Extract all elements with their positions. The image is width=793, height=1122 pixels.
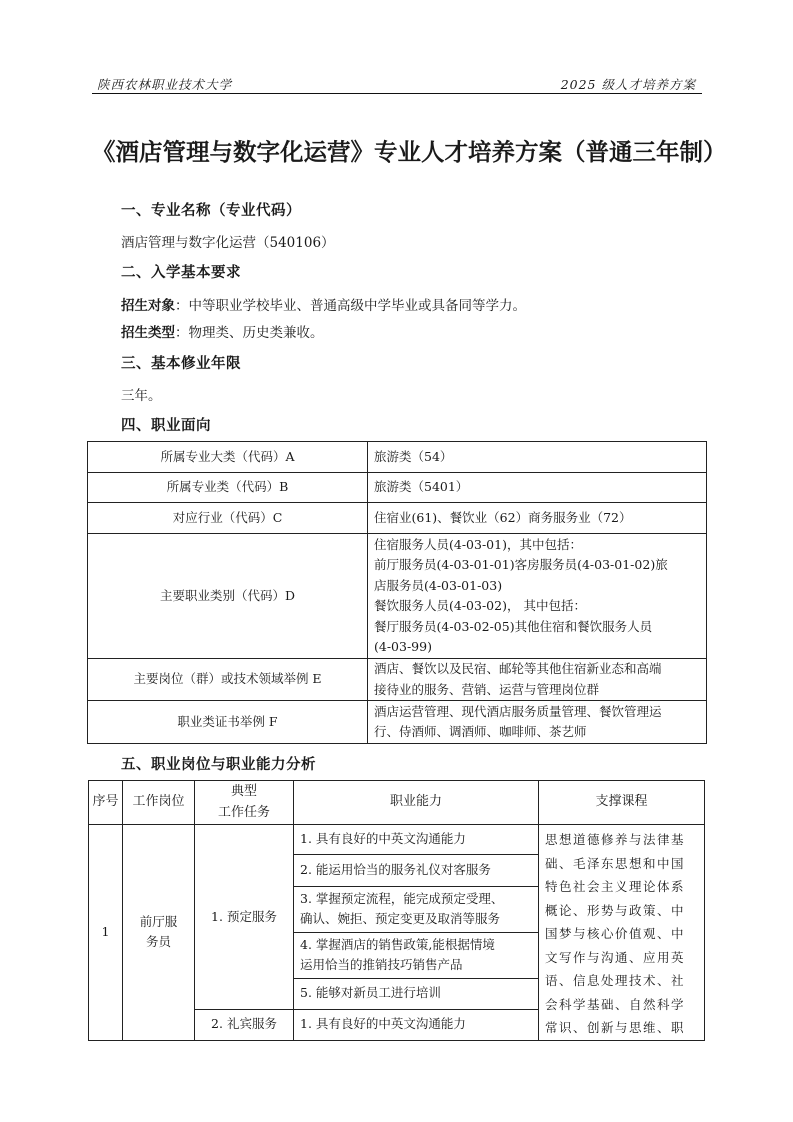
job-ability-table [88, 780, 705, 1041]
table-row [88, 503, 707, 534]
col-header-position: 工作岗位 [123, 781, 195, 825]
position-line1: 前厅服 [139, 913, 178, 929]
row-key: 主要岗位（群）或技术领域举例 E [88, 659, 368, 701]
value-line: 接待业的服务、营销、运营与管理岗位群 [374, 681, 600, 697]
course-line: 概论、形势与政策、中 [545, 902, 686, 918]
row-value: 旅游类（54） [368, 442, 707, 473]
page-header-plan-year: 2025 级人才培养方案 [560, 77, 696, 92]
admission-type-label: 招生类型 [121, 325, 175, 341]
table-row [88, 442, 707, 473]
row-task-concierge: 2. 礼宾服务 [195, 1009, 294, 1040]
admission-target-text: 中等职业学校毕业、普通高级中学毕业或具备同等学力。 [188, 298, 526, 314]
row-key: 对应行业（代码）C [88, 503, 368, 534]
course-line: 会科学基础、自然科学 [545, 996, 686, 1012]
row-value: 住宿业(61)、餐饮业（62）商务服务业（72） [368, 503, 707, 534]
course-line: 思想道德修养与法律基 [545, 832, 686, 847]
section-heading-duration: 三、基本修业年限 [121, 356, 241, 372]
col-header-task-line2: 工作任务 [217, 804, 270, 820]
row-value [368, 659, 707, 701]
ability-item: 5. 能够对新员工进行培训 [294, 978, 539, 1009]
table-row [88, 534, 707, 659]
section-heading-career-orientation: 四、职业面向 [121, 418, 211, 434]
value-line: (4-03-99) [374, 639, 432, 654]
value-line: 前厅服务员(4-03-01-01)客房服务员(4-03-01-02)旅 [374, 557, 668, 572]
row-key: 主要职业类别（代码）D [88, 534, 368, 659]
row-position [123, 825, 195, 1041]
section-heading-job-ability: 五、职业岗位与职业能力分析 [121, 757, 316, 773]
document-title: 《酒店管理与数字化运营》专业人才培养方案（普通三年制） [92, 138, 727, 166]
career-orientation-table [87, 441, 707, 744]
col-header-no: 序号 [89, 781, 123, 825]
table-row [88, 701, 707, 744]
ability-item: 2. 能运用恰当的服务礼仪对客服务 [294, 854, 539, 886]
col-header-task [195, 781, 294, 825]
value-line: 店服务员(4-03-01-03) [374, 577, 503, 593]
row-key: 所属专业类（代码）B [88, 473, 368, 503]
supporting-courses [539, 825, 705, 1041]
value-line: 行、侍酒师、调酒师、咖啡师、茶艺师 [374, 724, 587, 739]
admission-target-label: 招生对象 [121, 298, 175, 314]
col-header-task-line1: 典型 [230, 784, 257, 799]
course-line: 国梦与核心价值观、中 [545, 926, 686, 941]
admission-target-sep: ： [175, 298, 189, 314]
admission-type-sep: ： [175, 325, 189, 341]
ability-item: 1. 具有良好的中英文沟通能力 [294, 825, 539, 855]
table-header-row [89, 781, 705, 825]
admission-type-text: 物理类、历史类兼收。 [188, 325, 324, 341]
row-value: 旅游类（5401） [368, 473, 707, 503]
header-divider [92, 93, 702, 94]
value-line: 酒店、餐饮以及民宿、邮轮等其他住宿新业态和高端 [374, 661, 662, 676]
admission-target [121, 294, 526, 314]
row-value [368, 534, 707, 659]
row-task-reservation: 1. 预定服务 [195, 825, 294, 1010]
course-line: 特色社会主义理论体系 [545, 879, 686, 894]
section-heading-major-name: 一、专业名称（专业代码） [121, 203, 301, 219]
duration-text: 三年。 [121, 388, 162, 404]
row-no: 1 [89, 825, 123, 1041]
admission-type [121, 321, 324, 341]
table-row [88, 659, 707, 701]
page-header-institution: 陕西农林职业技术大学 [97, 77, 233, 92]
course-line: 常识、创新与思维、职 [545, 1020, 686, 1035]
course-line: 语、信息处理技术、社 [545, 973, 686, 988]
ability-line: 4. 掌握酒店的销售政策,能根据情境 [300, 936, 495, 952]
section-heading-admission: 二、入学基本要求 [121, 265, 241, 281]
ability-item [294, 932, 539, 978]
col-header-ability: 职业能力 [294, 781, 539, 825]
ability-line: 运用恰当的推销技巧销售产品 [300, 957, 463, 973]
value-line: 餐厅服务员(4-03-02-05)其他住宿和餐饮服务人员 [374, 618, 653, 634]
course-line: 文写作与沟通、应用英 [545, 949, 686, 965]
row-value [368, 701, 707, 744]
ability-item [294, 886, 539, 932]
ability-line: 确认、婉拒、预定变更及取消等服务 [300, 911, 501, 927]
row-key: 职业类证书举例 F [88, 701, 368, 744]
course-line: 础、毛泽东思想和中国 [545, 855, 686, 871]
row-key: 所属专业大类（代码）A [88, 442, 368, 473]
position-line2: 务员 [145, 934, 171, 950]
ability-line: 3. 掌握预定流程，能完成预定受理、 [300, 890, 504, 906]
value-line: 酒店运营管理、现代酒店服务质量管理、餐饮管理运 [374, 703, 662, 719]
value-line: 住宿服务人员(4-03-01)，其中包括： [374, 536, 582, 552]
table-row [88, 473, 707, 503]
ability-item: 1. 具有良好的中英文沟通能力 [294, 1009, 539, 1040]
major-name-text: 酒店管理与数字化运营（540106） [121, 235, 335, 251]
value-line: 餐饮服务人员(4-03-02)， 其中包括： [374, 598, 586, 613]
col-header-course: 支撑课程 [539, 781, 705, 825]
table-row [89, 825, 705, 855]
